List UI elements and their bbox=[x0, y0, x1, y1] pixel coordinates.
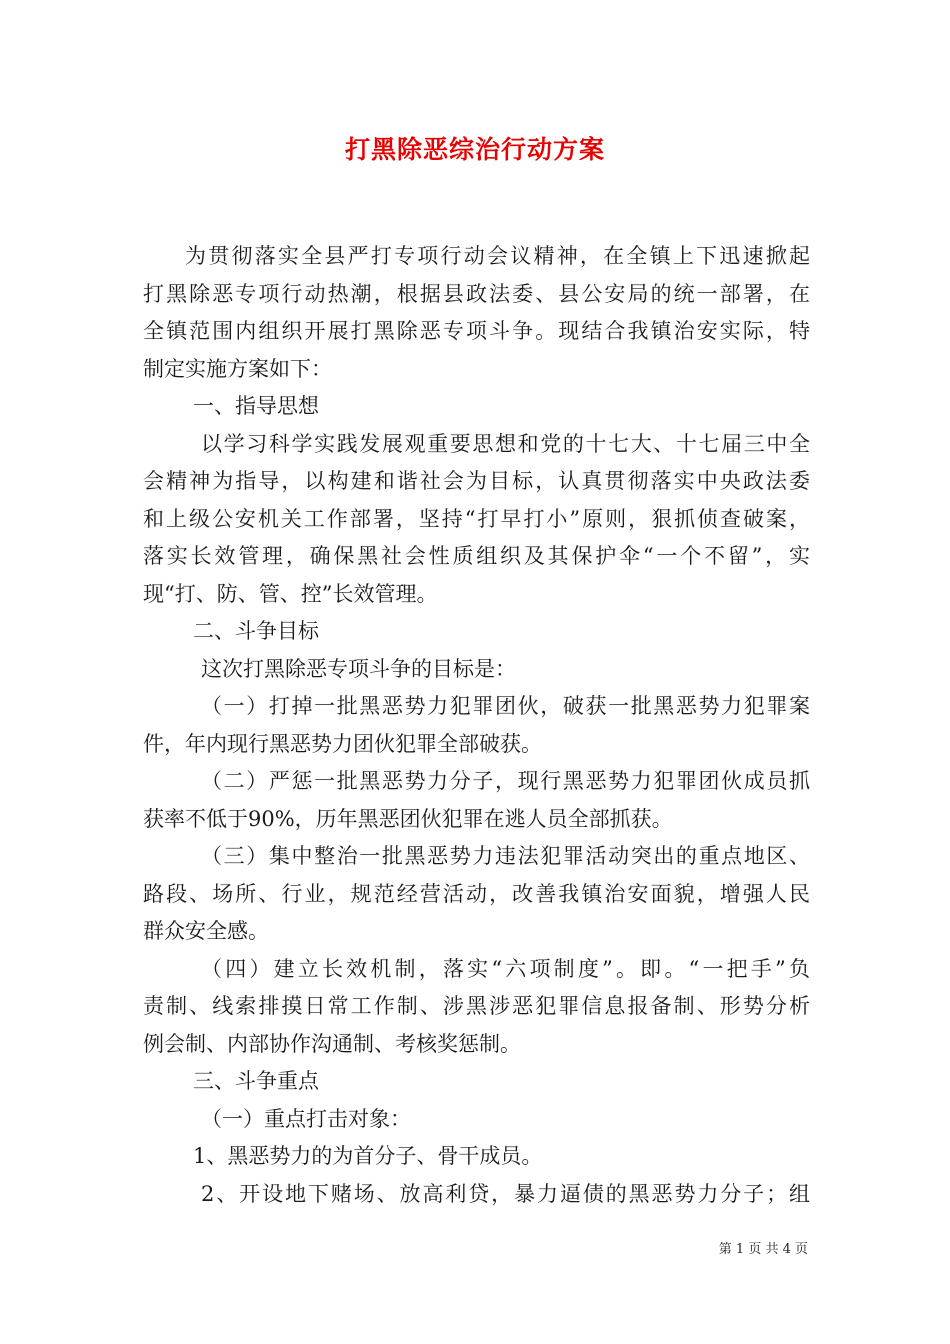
text-line: （二）严惩一批黑恶势力分子，现行黑恶势力犯罪团伙成员抓 bbox=[201, 769, 810, 793]
document-title: 打黑除恶综治行动方案 bbox=[344, 135, 605, 164]
text-line: 这次打黑除恶专项斗争的目标是： bbox=[201, 656, 516, 681]
text-line: 责制、线索排摸日常工作制、涉黑涉恶犯罪信息报备制、形势分析 bbox=[143, 994, 810, 1018]
text-line: 打黑除恶专项行动热潮，根据县政法委、县公安局的统一部署，在 bbox=[143, 281, 810, 306]
text-line: 2、开设地下赌场、放高利贷，暴力逼债的黑恶势力分子；组 bbox=[201, 1181, 810, 1206]
text-line: 现“打、防、管、控”长效管理。 bbox=[143, 581, 438, 606]
text-line: 1、黑恶势力的为首分子、骨干成员。 bbox=[193, 1144, 543, 1168]
text-line: 以学习科学实践发展观重要思想和党的十七大、十七届三中全 bbox=[201, 431, 810, 456]
text-line: 会精神为指导，以构建和谐社会为目标，认真贯彻落实中央政法委 bbox=[143, 469, 810, 493]
text-line: 一、指导思想 bbox=[193, 394, 319, 418]
text-line: 落实长效管理，确保黑社会性质组织及其保护伞“一个不留”，实 bbox=[143, 544, 810, 568]
document-body bbox=[143, 238, 810, 1213]
page-indicator: 第 1 页 共 4 页 bbox=[718, 1242, 808, 1257]
text-line: 三、斗争重点 bbox=[193, 1069, 319, 1093]
text-line: 路段、场所、行业，规范经营活动，改善我镇治安面貌，增强人民 bbox=[143, 881, 810, 906]
text-line: 制定实施方案如下： bbox=[143, 356, 332, 381]
text-line: 获率不低于90%，历年黑恶团伙犯罪在逃人员全部抓获。 bbox=[143, 806, 673, 831]
text-line: 和上级公安机关工作部署，坚持“打早打小”原则，狠抓侦查破案， bbox=[143, 506, 810, 531]
text-line: 件，年内现行黑恶势力团伙犯罪全部破获。 bbox=[143, 731, 542, 756]
text-line: 全镇范围内组织开展打黑除恶专项斗争。现结合我镇治安实际，特 bbox=[143, 319, 810, 343]
text-line: （一）重点打击对象： bbox=[201, 1106, 411, 1131]
text-line: 为贯彻落实全县严打专项行动会议精神，在全镇上下迅速掀起 bbox=[185, 244, 810, 268]
text-line: （一）打掉一批黑恶势力犯罪团伙，破获一批黑恶势力犯罪案 bbox=[201, 694, 810, 718]
text-line: 二、斗争目标 bbox=[193, 619, 319, 643]
text-line: 群众安全感。 bbox=[143, 919, 269, 943]
text-line: （四）建立长效机制，落实“六项制度”。即。“一把手”负 bbox=[201, 956, 810, 981]
text-line: （三）集中整治一批黑恶势力违法犯罪活动突出的重点地区、 bbox=[201, 844, 810, 868]
text-line: 例会制、内部协作沟通制、考核奖惩制。 bbox=[143, 1031, 521, 1056]
